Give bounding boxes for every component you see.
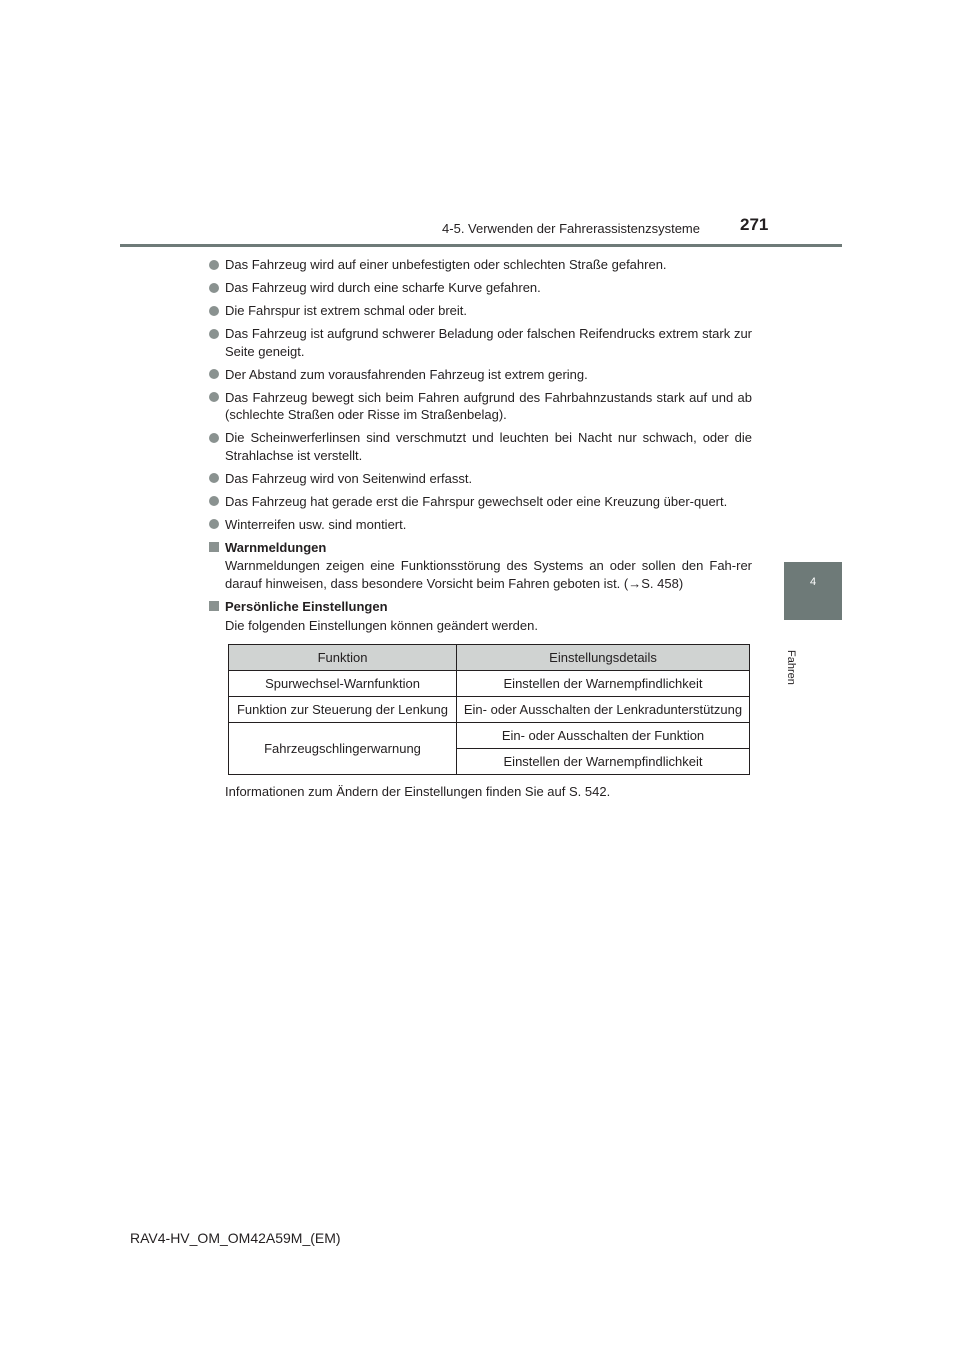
chapter-label: Fahren [785, 650, 797, 685]
section-heading-personal: Persönliche Einstellungen [208, 598, 752, 616]
table-cell-function: Fahrzeugschlingerwarnung [229, 723, 457, 775]
list-item: Der Abstand zum vorausfahrenden Fahrzeug ist extrem gering. [208, 366, 752, 384]
list-item: Die Fahrspur ist extrem schmal oder breit. [208, 302, 752, 320]
settings-table [228, 644, 750, 775]
chapter-tab [784, 562, 842, 620]
list-item: Das Fahrzeug wird auf einer unbefestigten oder schlechten Straße gefahren. [208, 256, 752, 274]
section-warnings [208, 539, 752, 593]
section-heading-warnings: Warnmeldungen [208, 539, 752, 557]
chapter-number: 4 [809, 576, 817, 588]
settings-reference-note: Informationen zum Ändern der Einstellungen finden Sie auf S. 542. [225, 784, 611, 799]
list-item: Winterreifen usw. sind montiert. [208, 516, 752, 534]
section-personal-settings [208, 598, 752, 634]
column-header-details: Einstellungsdetails [457, 645, 750, 671]
list-item: Das Fahrzeug ist aufgrund schwerer Beladung oder falschen Reifendrucks extrem stark zur Seite geneigt. [208, 325, 752, 360]
list-item: Das Fahrzeug bewegt sich beim Fahren aufgrund des Fahrbahnzustands stark auf und ab (schlechte Straßen oder Risse im Straßenbelag). [208, 389, 752, 424]
table-row [229, 723, 750, 749]
list-item: Die Scheinwerferlinsen sind verschmutzt und leuchten bei Nacht nur schwach, oder die Strahlachse ist verstellt. [208, 429, 752, 464]
table-cell-function: Spurwechsel-Warnfunktion [229, 671, 457, 697]
section-body-personal: Die folgenden Einstellungen können geändert werden. [225, 617, 538, 633]
table-cell-details: Ein- oder Ausschalten der Lenkradunterstützung [457, 697, 750, 723]
condition-list [208, 256, 752, 533]
list-item: Das Fahrzeug wird von Seitenwind erfasst. [208, 470, 752, 488]
section-body-warnings: Warnmeldungen zeigen eine Funktionsstörung des Systems an oder sollen den Fah-rer darauf hinweisen, dass besondere Vorsicht beim Fahren geboten ist. (→S. 458) [225, 558, 752, 591]
table-cell-details: Einstellen der Warnempfindlichkeit [457, 749, 750, 775]
table-cell-details: Einstellen der Warnempfindlichkeit [457, 671, 750, 697]
page-number: 271 [740, 215, 769, 234]
header-rule [120, 244, 842, 247]
list-item: Das Fahrzeug wird durch eine scharfe Kurve gefahren. [208, 279, 752, 297]
table-cell-function: Funktion zur Steuerung der Lenkung [229, 697, 457, 723]
document-code: RAV4-HV_OM_OM42A59M_(EM) [130, 1230, 341, 1246]
table-row [229, 671, 750, 697]
table-row [229, 697, 750, 723]
table-header-row [229, 645, 750, 671]
list-item: Das Fahrzeug hat gerade erst die Fahrspur gewechselt oder eine Kreuzung über-quert. [208, 493, 752, 511]
page-content [208, 256, 752, 801]
column-header-function: Funktion [229, 645, 457, 671]
table-cell-details: Ein- oder Ausschalten der Funktion [457, 723, 750, 749]
header-section-title: 4-5. Verwenden der Fahrerassistenzsysteme [442, 221, 700, 236]
